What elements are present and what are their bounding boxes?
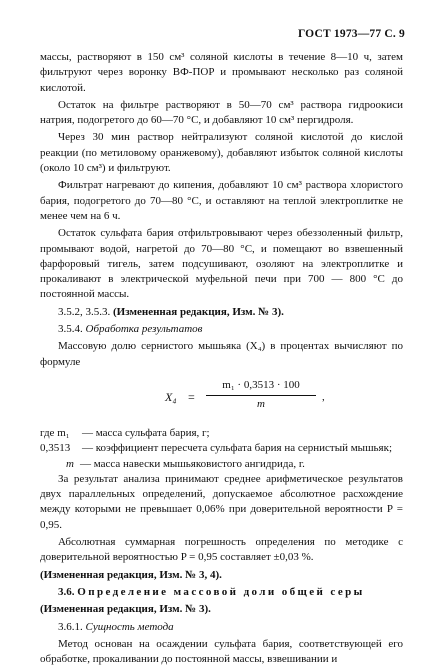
page-header: ГОСТ 1973—77 С. 9 — [297, 28, 405, 40]
section-number: 3.5.4. — [58, 323, 83, 336]
formula-numerator: m₁ · 0,3513 · 100 — [206, 378, 316, 396]
paragraph: Абсолютная суммарная погрешность определения по методике с доверительной вероятностью P = 0,95 составляет ±0,03 %. — [40, 536, 403, 564]
amendment-note: (Измененная редакция, Изм. № 3). — [40, 603, 211, 616]
section-title: Сущность метода — [85, 620, 174, 633]
legend-text: — масса сульфата бария, г; — [82, 426, 210, 439]
paragraph: Остаток на фильтре растворяют в 50—70 см³ раствора гидроокиси натрия, подогретого до 60—70 °С, и добавляют 10 см³ пергидроля. — [40, 98, 403, 127]
amendment-note — [40, 305, 403, 320]
section-heading — [40, 322, 403, 337]
formula — [40, 376, 403, 422]
legend-label: где m₁ — [40, 426, 70, 439]
paragraph: Остаток сульфата бария отфильтровывают через обеззоленный фильтр, промывают водой, нагретой до 70—80 °С, и помещают во взвешенный фарфоровый тигель, затем подсушивают, озоляют на электроплитке и прокаливают в электрической муфельной печи при 700 — 800 °С до постоянной массы. — [40, 227, 403, 301]
section-number: 3.6. — [58, 585, 75, 598]
legend-text: — коэффициент пересчета сульфата бария на сернистый мышьяк; — [82, 442, 393, 455]
legend-row — [40, 457, 403, 472]
legend-label: 0,3513 — [40, 442, 71, 455]
paragraph: Метод основан на осаждении сульфата бария, соответствующей его обработке, прокаливании до постоянной массы, взвешивании и — [40, 637, 403, 666]
paragraph: Массовую долю сернистого мышьяка (X₄) в процентах вычисляют по формуле — [40, 340, 403, 368]
paragraph: массы, растворяют в 150 см³ соляной кислоты в течение 8—10 ч, затем фильтруют через воронку ВФ-ПОР и промывают несколько раз соляной кислотой. — [40, 51, 403, 94]
section-heading — [40, 620, 403, 635]
legend-text: — масса навески мышьяковистого ангидрида, г. — [80, 457, 305, 470]
section-title: Обработка результатов — [85, 323, 203, 336]
formula-lhs: X₄ — [165, 389, 177, 404]
legend-row — [40, 426, 403, 441]
formula-denominator: m — [257, 398, 265, 411]
legend-label: m — [66, 457, 74, 470]
formula-fraction — [206, 378, 316, 413]
section-number: 3.5.2, 3.5.3. — [58, 305, 111, 318]
amendment-note: (Измененная редакция, Изм. № 3, 4). — [40, 568, 222, 581]
paragraph: Через 30 мин раствор нейтрализуют соляной кислотой до кислой реакции (по метиловому оранжевому), добавляют избыток соляной кислоты (около 10 см³) и фильтруют. — [40, 131, 403, 175]
formula-tail: , — [322, 390, 325, 403]
legend-row — [40, 441, 403, 456]
section-title: Определение массовой доли общей серы — [77, 585, 365, 598]
section-number: 3.6.1. — [58, 620, 83, 633]
page-content — [40, 50, 403, 669]
formula-equals: = — [188, 389, 195, 404]
section-heading — [40, 585, 403, 600]
amendment-text: (Измененная редакция, Изм. № 3). — [113, 305, 284, 318]
paragraph: Фильтрат нагревают до кипения, добавляют 10 см³ раствора хлористого бария, подогретого до 70—80 °С, и оставляют на теплой электроплитке не менее чем на 6 ч. — [40, 179, 403, 222]
paragraph: За результат анализа принимают среднее арифметическое результатов двух параллельных определений, допускаемое абсолютное расхождение между которыми не превышает 0,06% при доверительной вероятности P = 0,95. — [40, 472, 403, 531]
